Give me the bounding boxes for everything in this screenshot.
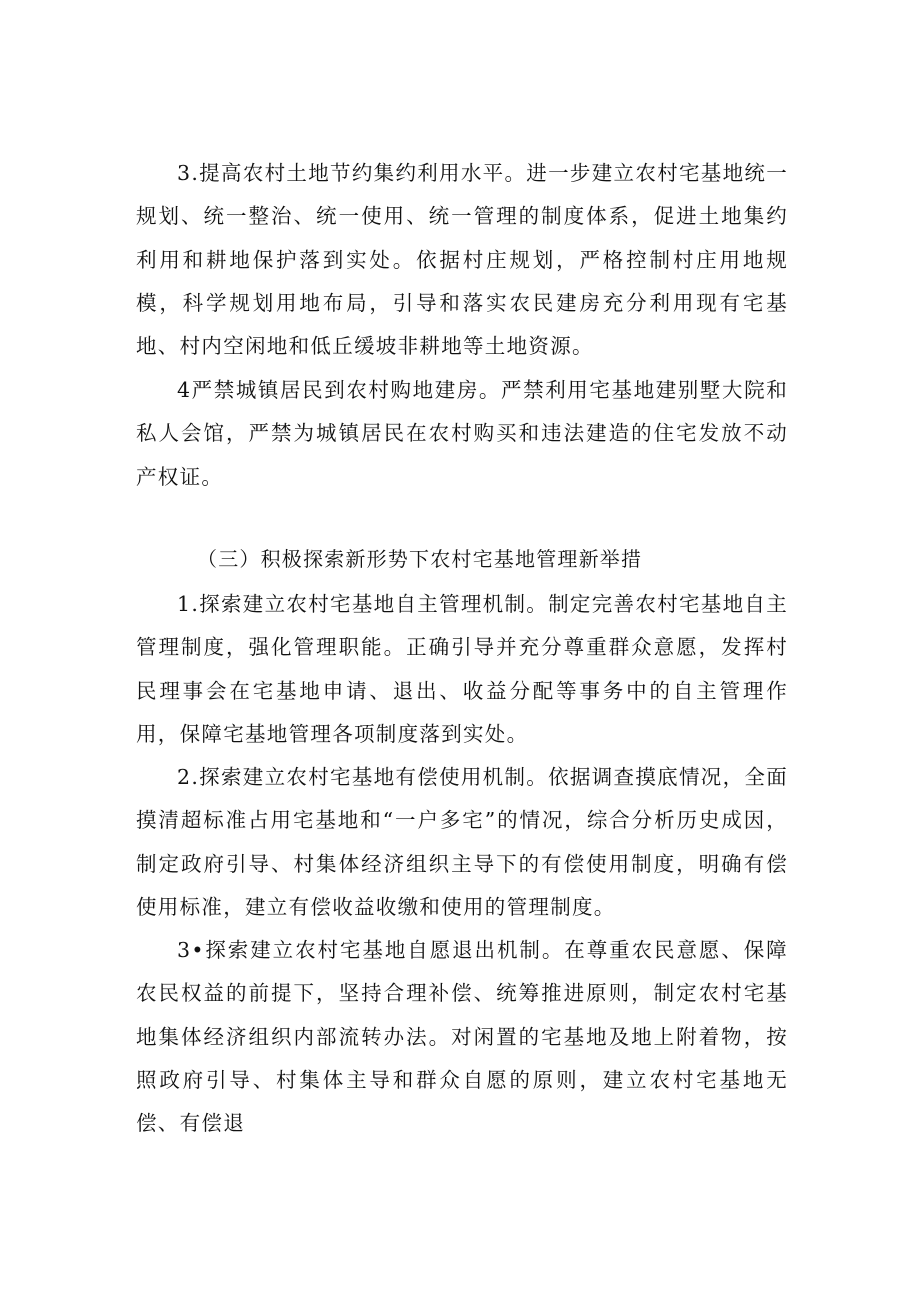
section-heading: （三）积极探索新形势下农村宅基地管理新举措 xyxy=(197,547,643,571)
paragraph-paid-use: 2.探索建立农村宅基地有偿使用机制。依据调查摸底情况，全面摸清超标准占用宅基地和“一户多宅”的情况，综合分析历史成因，制定政府引导、村集体经济组织主导下的有偿使用制度，明确有偿使用标准，建立有偿收益收缴和使用的管理制度。 xyxy=(136,765,788,919)
paragraph-urban-resident-ban: 4严禁城镇居民到农村购地建房。严禁利用宅基地建别墅大院和私人会馆，严禁为城镇居民在农村购买和违法建造的住宅发放不动产权证。 xyxy=(136,378,788,489)
paragraph-self-management: 1.探索建立农村宅基地自主管理机制。制定完善农村宅基地自主管理制度，强化管理职能。正确引导并充分尊重群众意愿，发挥村民理事会在宅基地申请、退出、收益分配等事务中的自主管理作用，保障宅基地管理各项制度落到实处。 xyxy=(136,592,788,746)
paragraph-voluntary-exit: 3•探索建立农村宅基地自愿退出机制。在尊重农民意愿、保障农民权益的前提下，坚持合理补偿、统筹推进原则，制定农村宅基地集体经济组织内部流转办法。对闲置的宅基地及地上附着物，按照政府引导、村集体主导和群众自愿的原则，建立农村宅基地无偿、有偿退 xyxy=(136,938,788,1136)
paragraph-land-use-efficiency: 3.提高农村土地节约集约利用水平。进一步建立农村宅基地统一规划、统一整治、统一使用、统一管理的制度体系，促进土地集约利用和耕地保护落到实处。依据村庄规划，严格控制村庄用地规模，科学规划用地布局，引导和落实农民建房充分利用现有宅基地、村内空闲地和低丘缓坡非耕地等土地资源。 xyxy=(136,161,788,359)
